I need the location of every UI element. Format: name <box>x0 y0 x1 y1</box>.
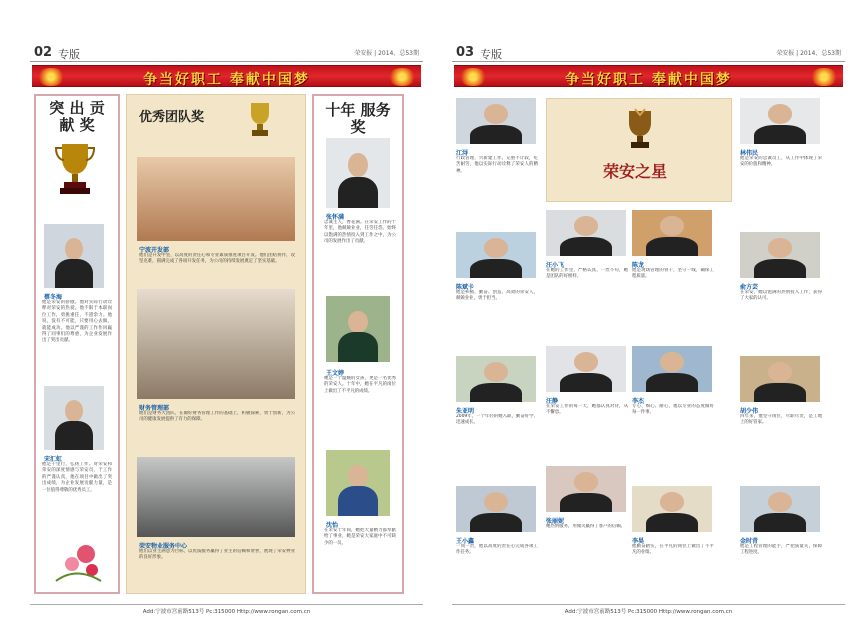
person-description: 他是荣安的忠诚员工，从工作中体现了荣安的价值和精神。 <box>740 156 822 168</box>
page-footer: Add:宁波市宫前路513号 Pc:315000 Http://www.rongan.com.cn <box>452 604 845 615</box>
team-name: 宁波开发部 <box>139 247 170 254</box>
portrait-photo <box>740 356 820 402</box>
team-name: 财务管理部 <box>139 405 170 412</box>
star-person-card <box>546 210 630 320</box>
person-name: 陈龙 <box>632 262 645 269</box>
page-number: 02 <box>34 45 53 60</box>
person-description: 专心、细心、耐心，他以专业的态度做好每一件事。 <box>632 404 714 416</box>
banner <box>454 65 843 87</box>
team-description: 他们以业主满意为目标，以优质服务赢得了业主的信赖和赞誉，展现了荣安物业的良好形象。 <box>139 549 295 561</box>
person-description: 他是现场管理的骨干，坚守一线，确保工程质量。 <box>632 268 714 280</box>
person-description: 她是一个温婉的女孩，更是一名优秀的荣安人。十年中，她在平凡的岗位上做出了不平凡的成绩。 <box>324 376 396 394</box>
portrait-photo <box>632 210 712 256</box>
column-title: 十年 服务奖 <box>325 101 391 136</box>
portrait-photo <box>546 210 626 256</box>
person-description: 他是工程管理的能手，严把质量关，保障工程进度。 <box>740 544 822 556</box>
trophy-icon <box>52 140 98 196</box>
team-photo <box>137 289 295 399</box>
portrait-photo <box>326 296 390 362</box>
person-name: 王小鑫 <box>456 538 475 545</box>
person-name: 李杰 <box>632 398 645 405</box>
person-name: 蔡冬海 <box>44 294 63 301</box>
outstanding-contribution-column <box>34 94 120 594</box>
issue-meta: 荣安报 | 2014、总53期 <box>776 50 841 57</box>
person-description: 在荣安工作的每一天，她都认真对待，从不懈怠。 <box>546 404 628 416</box>
person-name: 朱亚明 <box>456 408 475 415</box>
person-description: 他勤奋踏实，在平凡的岗位上做出了不平凡的业绩。 <box>632 544 714 556</box>
portrait-photo <box>740 98 820 144</box>
trophy-icon <box>617 107 663 151</box>
person-description: 2009年，一个年轻的她入职，勤奋好学，迅速成长。 <box>456 414 538 426</box>
page-header <box>30 44 423 62</box>
team-description: 他们是开发中坚，以高度的责任心和专业素质推进项目开发。他们团结协作，攻坚克难，圆满完成了各项开发任务，为公司的持续发展奠定了坚实基础。 <box>139 253 295 265</box>
person-name: 宋汇虹 <box>44 456 63 463</box>
star-person-card <box>740 232 824 342</box>
portrait-photo <box>456 356 536 402</box>
person-description: 一岗一责，他以高度的责任心完成各项工作任务。 <box>456 544 538 556</box>
person-name: 张丽妮 <box>546 518 565 525</box>
star-person-card <box>546 346 630 456</box>
portrait-photo <box>456 486 536 532</box>
banner-title: 争当好职工 奉献中国梦 <box>143 72 310 88</box>
issue-meta: 荣安报 | 2014、总53期 <box>354 50 419 57</box>
person-description: 忠诚主人，香花满。在荣安工作的十年里，他兢兢业业，任劳任怨，始终以饱满的热情投入到工作之中，为公司的发展作出了贡献。 <box>324 220 396 245</box>
person-description: 他是积极、勤奋、创造、高效的荣安人，兢兢业业，勇于担当。 <box>456 290 538 302</box>
rongan-star-header <box>546 98 732 202</box>
person-description: 在她的工作里，严格认真、一丝不苟，她是团队的好榜样。 <box>546 268 628 280</box>
person-description: 在荣安，她以饱满的热情投入工作，获得了大家的认可。 <box>740 290 822 302</box>
portrait-photo <box>326 450 390 516</box>
star-person-card <box>632 486 716 596</box>
column-title: 突 出 贡 献 奖 <box>49 99 105 134</box>
person-name: 沈怡 <box>326 522 339 529</box>
column-title: 优秀团队奖 <box>139 110 205 125</box>
portrait-photo <box>44 386 104 450</box>
star-title: 荣安之星 <box>603 162 668 181</box>
team-description: 他们是财务大团队，在做好财务管理工作的基础上，积极探索，勇于创新，为公司的健康发展提供了有力的保障。 <box>139 411 295 423</box>
person-name: 江浔 <box>456 150 469 157</box>
person-description: 他是千里行，弘扬工作。对荣安和荣安的深度情感与荣安员，于工作的严谨认真，他在项目中做出了突出成绩，为企业发展贡献力量，是一位值得尊敬的优秀员工。 <box>42 462 112 493</box>
star-person-card <box>456 356 540 466</box>
person-description: 他是荣安的骄傲。他对实际行动诠释对荣安的热爱。他不限于本职岗位工作，勇挑重任，不遗余力。他说，没有不可能，只要用心去做，就能成功。他以严谨的工作作风赢得了同事们的尊重，为企业发展作出了突出贡献。 <box>42 300 112 344</box>
person-name: 张怀满 <box>326 214 345 221</box>
person-name: 李昊 <box>632 538 645 545</box>
person-description: 行政管理，兴新建工作。记重不计较，吃苦耐劳，他以实际行动诠释了荣安人的精神。 <box>456 156 538 174</box>
star-person-card <box>456 98 540 208</box>
person-name: 汪小飞 <box>546 262 565 269</box>
banner <box>32 65 421 87</box>
person-name: 金时青 <box>740 538 759 545</box>
star-person-card <box>740 98 824 208</box>
person-name: 汪静 <box>546 398 559 405</box>
portrait-photo <box>456 98 536 144</box>
right-page <box>452 0 845 620</box>
page-header <box>452 44 845 62</box>
team-photo <box>137 457 295 537</box>
person-name: 胡少伟 <box>740 408 759 415</box>
portrait-photo <box>44 224 104 288</box>
flower-decoration-icon <box>809 68 839 86</box>
portrait-photo <box>546 466 626 512</box>
excellent-team-column <box>126 94 306 594</box>
portrait-photo <box>632 486 712 532</box>
person-name: 俞方芸 <box>740 284 759 291</box>
banner-title: 争当好职工 奉献中国梦 <box>565 72 732 88</box>
section-label: 专版 <box>480 48 502 61</box>
page-number: 03 <box>456 45 475 60</box>
portrait-photo <box>326 138 390 208</box>
trophy-icon <box>245 101 275 139</box>
star-person-card <box>546 466 630 576</box>
star-person-card <box>456 232 540 342</box>
person-description: 四年来，他坚守岗位，尽职尽责，是工地上的好管家。 <box>740 414 822 426</box>
team-photo <box>137 157 295 241</box>
star-person-card <box>740 356 824 466</box>
person-name: 王文婷 <box>326 370 345 377</box>
portrait-photo <box>740 486 820 532</box>
portrait-photo <box>740 232 820 278</box>
page-footer: Add:宁波市宫前路513号 Pc:315000 Http://www.rongan.com.cn <box>30 604 423 615</box>
star-person-card <box>456 486 540 596</box>
portrait-photo <box>546 346 626 392</box>
left-page <box>30 0 423 620</box>
person-description: 在荣安十年间，她把大量精力都奉献给了事业，她是荣安大家庭中不可缺少的一员。 <box>324 528 396 546</box>
ten-year-service-column <box>312 94 404 594</box>
portrait-photo <box>456 232 536 278</box>
person-name: 陈斌卡 <box>456 284 475 291</box>
portrait-photo <box>632 346 712 392</box>
star-person-card <box>632 346 716 456</box>
team-name: 荣安物业服务中心 <box>139 543 188 550</box>
person-name: 林伟民 <box>740 150 759 157</box>
flower-decoration-icon <box>46 536 106 586</box>
flower-decoration-icon <box>387 68 417 86</box>
section-label: 专版 <box>58 48 80 61</box>
star-person-card <box>632 210 716 320</box>
star-person-card <box>740 486 824 596</box>
person-description: 她热情服务，用微笑赢得了客户的信赖。 <box>546 524 626 529</box>
